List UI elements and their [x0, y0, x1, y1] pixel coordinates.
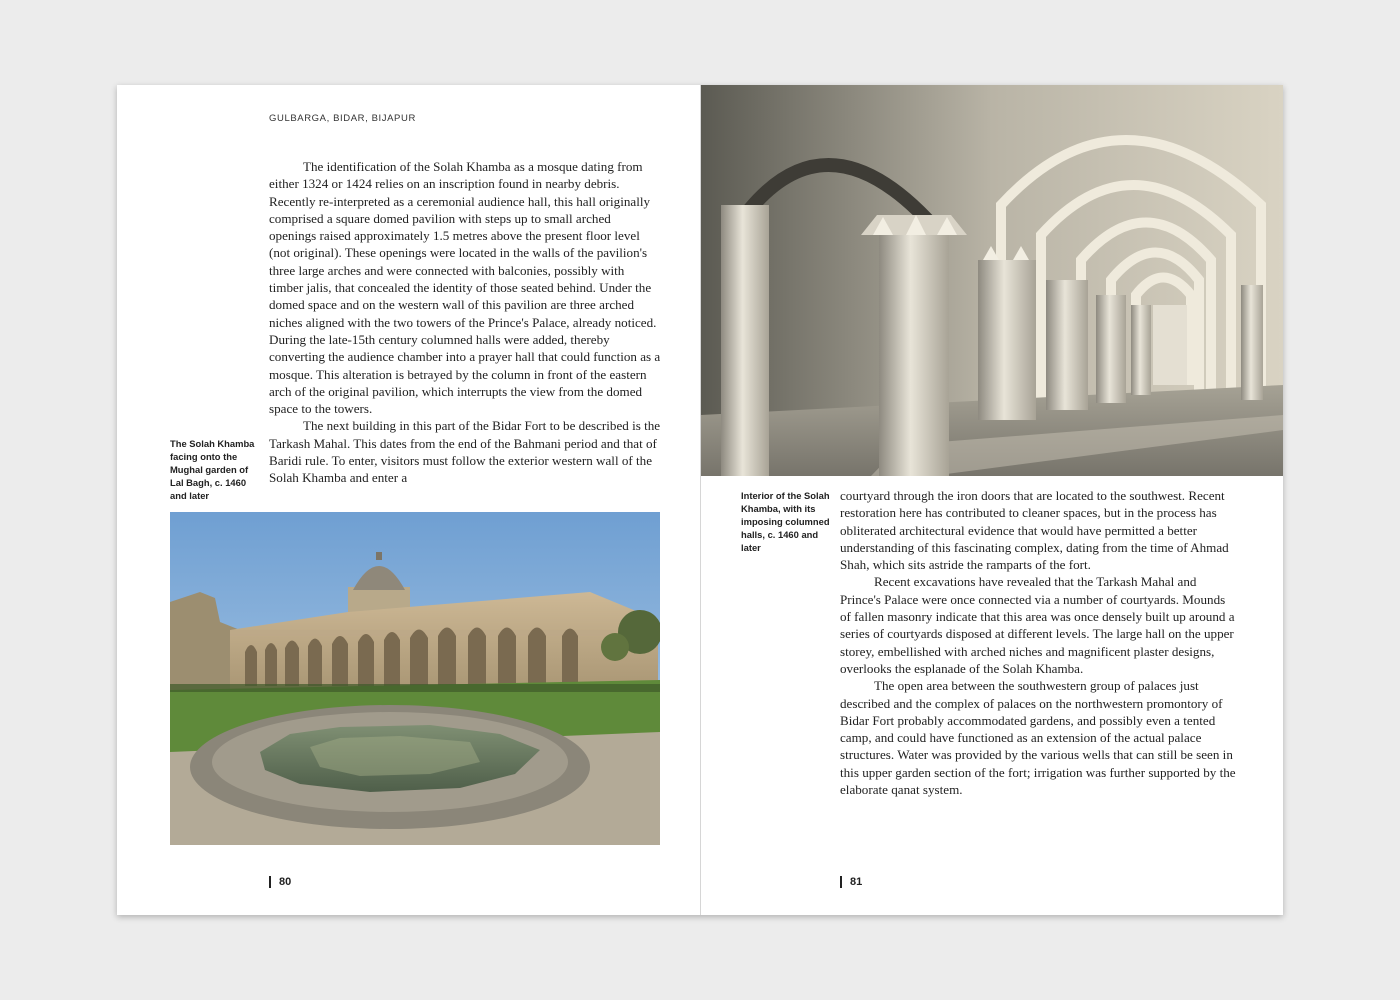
solah-khamba-exterior-photo: [170, 512, 660, 845]
right-paragraph-3: The open area between the southwestern group of palaces just described and the complex of palaces on the northwestern promontory of Bidar Fort probably accommodated gardens, and possibly even a tented camp, and could have functioned as an extension of the actual palace structures. Water was provided by the various wells that can still be seen in this upper garden section of the fort; irrigation was further supported by the elaborate qanat system.: [840, 678, 1236, 798]
right-body-text: [840, 487, 1236, 798]
left-paragraph-1: The identification of the Solah Khamba as a mosque dating from either 1324 or 1424 relies on an inscription found in nearby debris. Recently re-interpreted as a ceremonial audience hall, this hall originally comprised a square domed pavilion with steps up to small arched openings raised approximately 1.5 metres above the present floor level (not original). These openings were located in the walls of the pavilion's three large arches and were connected with balconies, possibly with timber jalis, that concealed the identity of those seated behind. Under the domed space and on the western wall of this pavilion are three arched niches aligned with the two towers of the Prince's Palace, already noticed. During the late-15th century columned halls were added, thereby converting the audience chamber into a prayer hall that could function as a mosque. This alteration is betrayed by the column in front of the eastern arch of the original pavilion, which interrupts the view from the domed space to the towers.: [269, 159, 661, 417]
right-paragraph-2: Recent excavations have revealed that the Tarkash Mahal and Prince's Palace were once connected via a number of courtyards. Mounds of fallen masonry indicate that this area was once densely built up around a series of courtyards disposed at different levels. The large hall on the upper storey, embellished with arched niches and magnificent plaster designs, overlooks the esplanade of the Solah Khamba.: [840, 574, 1235, 676]
left-photo-caption: The Solah Khamba facing onto the Mughal garden of Lal Bagh, c. 1460 and later: [170, 438, 255, 501]
right-photo-caption: Interior of the Solah Khamba, with its imposing columned halls, c. 1460 and later: [741, 490, 830, 553]
left-paragraph-2: The next building in this part of the Bidar Fort to be described is the Tarkash Mahal. This dates from the end of the Bahmani period and that of Baridi rule. To enter, visitors must follow the exterior western wall of the Solah Khamba and enter a: [269, 418, 661, 486]
page-number-left: 80: [269, 876, 291, 888]
left-body-text: [269, 158, 661, 487]
solah-khamba-interior-photo: [701, 85, 1283, 476]
left-page: [117, 85, 701, 915]
running-head: GULBARGA, BIDAR, BIJAPUR: [269, 113, 416, 124]
right-page: [701, 85, 1283, 915]
page-number-right: 81: [840, 876, 862, 888]
right-paragraph-1: courtyard through the iron doors that are located to the southwest. Recent restoration here has contributed to cleaner spaces, but in the process has obliterated architectural evidence that would have permitted a better understanding of this fascinating complex, dating from the time of Ahmad Shah, which sits astride the ramparts of the fort.: [840, 488, 1229, 573]
book-spread: [117, 85, 1283, 915]
